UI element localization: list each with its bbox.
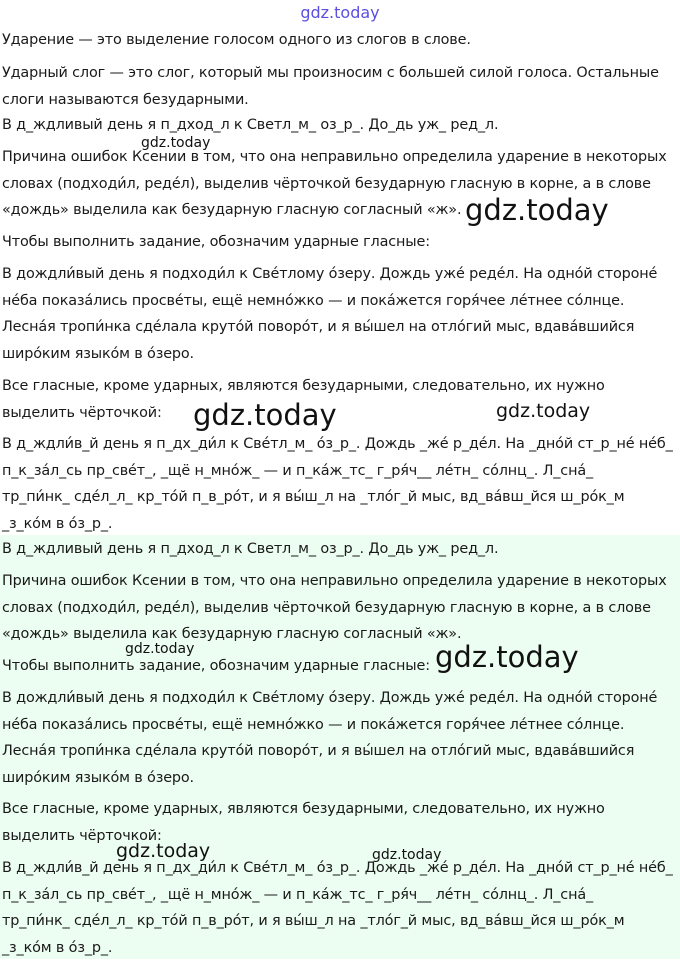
text-line: «дождь» выделила как безударную гласную согласный «ж». [2,202,462,218]
watermark: gdz.today [125,641,195,657]
text-line: п_к_за́л_сь пр_све́т_, _щё н_мно́ж_ — и п_ка́ж_тс_ г_ря́ч__ ле́тн_ со́лнц_. Л_сна́_ [2,462,594,479]
text-line: _з_ко́м в о́з_р_. [2,939,113,956]
text-line: широ́ким языко́м в о́зеро. [2,769,194,786]
text-line: Все гласные, кроме ударных, являются безударными, следовательно, их нужно [2,378,605,394]
text-line: выделить чёрточкой: [2,827,162,844]
text-line: Все гласные, кроме ударных, являются безударными, следовательно, их нужно [2,801,605,817]
text-line: В дождли́вый день я подходи́л к Све́тлому о́зеру. Дождь уже́ реде́л. На одно́й стороне́ [2,690,658,706]
text-line: Лесна́я тропи́нка сде́лала круто́й поворо́т, и я вы́шел на отло́гий мыс, вдава́вшийся [2,743,635,759]
site-logo[interactable]: gdz.today [300,3,380,22]
instruction-line: Чтобы выполнить задание, обозначим ударные гласные: [2,658,430,674]
unstressed-explanation [2,796,678,849]
task-sentence: В д_ждливый день я п_дход_л к Светл_м_ оз_р_. До_дь уж_ ред_л. [2,541,499,557]
instruction-line: Чтобы выполнить задание, обозначим ударные гласные: [2,234,430,250]
text-line: словах (подходи́л, реде́л), выделив чёрточкой безударную гласную в корне, а в слове [2,599,651,616]
text-line: слоги называются безударными. [2,91,249,108]
watermark: gdz.today [141,135,211,151]
watermark: gdz.today [193,398,337,432]
text-line: «дождь» выделила как безударную гласную согласный «ж». [2,626,462,642]
definition-stress: Ударение — это выделение голосом одного из слогов в слове. [2,32,471,48]
text-line: тр_пи́нк_ сде́л_л_ кр_то́й п_в_ро́т, и я вы́ш_л на _тло́г_й мыс, вд_ва́вш_йся ш_ро́к_м [2,913,625,929]
watermark: gdz.today [372,847,442,863]
text-line: словах (подходи́л, реде́л), выделив чёрточкой безударную гласную в корне, а в слове [2,175,651,192]
text-line: В дождли́вый день я подходи́л к Све́тлому о́зеру. Дождь уже́ реде́л. На одно́й стороне́ [2,266,658,282]
marked-text [2,855,678,961]
definition-stressed-syllable [2,60,678,113]
text-line: не́ба показа́лись просве́ты, ещё немно́жко — и пока́жется горя́чее ле́тнее со́лнце. [2,716,625,733]
marked-text [2,431,678,537]
text-line: широ́ким языко́м в о́зеро. [2,345,194,362]
task-sentence: В д_ждливый день я п_дход_л к Светл_м_ оз_р_. До_дь уж_ ред_л. [2,117,499,133]
text-line: В д_ждли́в_й день я п_дх_ди́л к Све́тл_м_ о́з_р_. Дождь _же́ р_де́л. На _дно́й ст_р_не́ не́б_ [2,860,673,876]
text-line: Ударный слог — это слог, который мы произносим с большей силой голоса. Остальные [2,65,659,81]
watermark: gdz.today [496,400,591,422]
error-explanation [2,568,678,648]
text-line: выделить чёрточкой: [2,404,162,421]
text-line: не́ба показа́лись просве́ты, ещё немно́жко — и пока́жется горя́чее ле́тнее со́лнце. [2,292,625,309]
stressed-text [2,685,678,791]
text-line: _з_ко́м в о́з_р_. [2,515,113,532]
watermark: gdz.today [435,640,579,674]
text-line: Причина ошибок Ксении в том, что она неправильно определила ударение в некоторых [2,573,667,589]
text-line: п_к_за́л_сь пр_све́т_, _щё н_мно́ж_ — и п_ка́ж_тс_ г_ря́ч__ ле́тн_ со́лнц_. Л_сна́_ [2,886,594,903]
text-line: В д_ждли́в_й день я п_дх_ди́л к Све́тл_м_ о́з_р_. Дождь _же́ р_де́л. На _дно́й ст_р_не́ не́б_ [2,436,673,452]
watermark: gdz.today [116,840,211,862]
text-line: Причина ошибок Ксении в том, что она неправильно определила ударение в некоторых [2,149,667,165]
stressed-text [2,261,678,367]
watermark: gdz.today [465,193,609,227]
text-line: Лесна́я тропи́нка сде́лала круто́й поворо́т, и я вы́шел на отло́гий мыс, вдава́вшийся [2,319,635,335]
text-line: тр_пи́нк_ сде́л_л_ кр_то́й п_в_ро́т, и я вы́ш_л на _тло́г_й мыс, вд_ва́вш_йся ш_ро́к_м [2,489,625,505]
